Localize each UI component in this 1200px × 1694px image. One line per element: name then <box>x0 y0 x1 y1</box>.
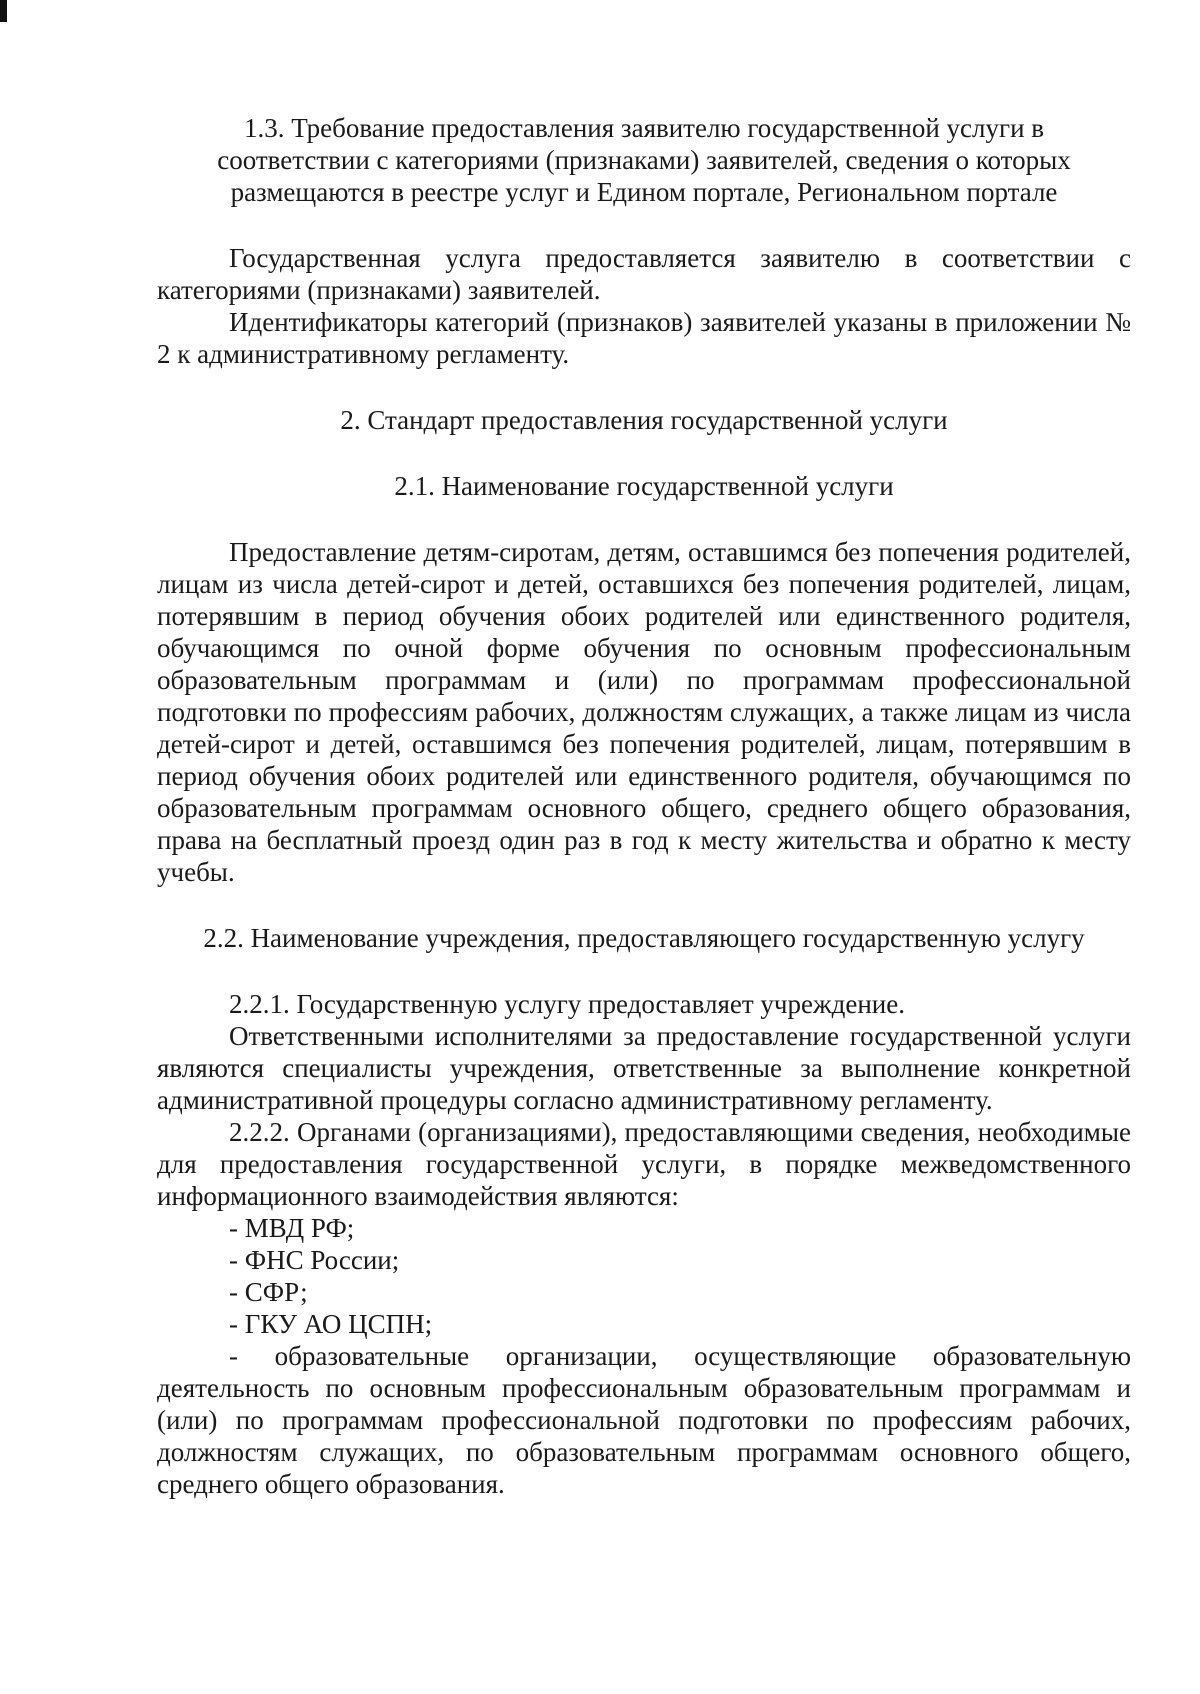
scan-corner-mark <box>0 0 7 22</box>
heading-2-2: 2.2. Наименование учреждения, предоставляющего государственную услугу <box>203 923 1085 953</box>
paragraph-responsible-executors: Ответственными исполнителями за предоставление государственной услуги являются специалисты учреждения, ответственные за выполнение конкретной административной процедуры согласно административному регламенту. <box>157 1021 1131 1115</box>
list-item: - ГКУ АО ЦСПН; <box>229 1309 433 1339</box>
paragraph-category-identifiers: Идентификаторы категорий (признаков) заявителей указаны в приложении № 2 к административному регламенту. <box>157 307 1131 369</box>
paragraph-2-2-2: 2.2.2. Органами (организациями), предоставляющими сведения, необходимые для предоставления государственной услуги, в порядке межведомственного информационного взаимодействия являются: <box>157 1117 1131 1211</box>
heading-2-1: 2.1. Наименование государственной услуги <box>394 471 894 501</box>
paragraph-service-provided: Государственная услуга предоставляется заявителю в соответствии с категориями (признаками) заявителей. <box>157 243 1131 305</box>
paragraph-service-name: Предоставление детям-сиротам, детям, оставшимся без попечения родителей, лицам из числа детей-сирот и детей, оставшихся без попечения родителей, лицам, потерявшим в период обучения обоих родителей или единственного родителя, обучающимся по очной форме обучения по основным профессиональным образовательным программам и (или) по программам профессиональной подготовки по профессиям рабочих, должностям служащих, а также лицам из числа детей-сирот и детей, оставшимся без попечения родителей, лицам, потерявшим в период обучения обоих родителей или единственного родителя, обучающимся по образовательным программам основного общего, среднего общего образования, права на бесплатный проезд один раз в год к месту жительства и обратно к месту учебы. <box>157 537 1131 887</box>
paragraph-educational-organizations: - образовательные организации, осуществляющие образовательную деятельность по основным профессиональным образовательным программам и (или) по программам профессиональной подготовки по профессиям рабочих, должностям служащих, по образовательным программам основного общего, среднего общего образования. <box>157 1341 1131 1499</box>
list-item: - МВД РФ; <box>229 1213 355 1243</box>
list-item: - ФНС России; <box>229 1245 400 1275</box>
heading-1-3-line: 1.3. Требование предоставления заявителю государственной услуги в <box>243 113 1045 143</box>
heading-2-standard: 2. Стандарт предоставления государственной услуги <box>340 405 948 435</box>
document-body <box>157 112 1131 1500</box>
heading-1-3 <box>157 112 1131 208</box>
paragraph-2-2-1: 2.2.1. Государственную услугу предоставляет учреждение. <box>229 989 905 1019</box>
heading-1-3-line: размещаются в реестре услуг и Едином портале, Региональном портале <box>230 177 1058 207</box>
list-item: - СФР; <box>229 1277 308 1307</box>
heading-1-3-line: соответствии с категориями (признаками) заявителей, сведения о которых <box>217 145 1071 175</box>
